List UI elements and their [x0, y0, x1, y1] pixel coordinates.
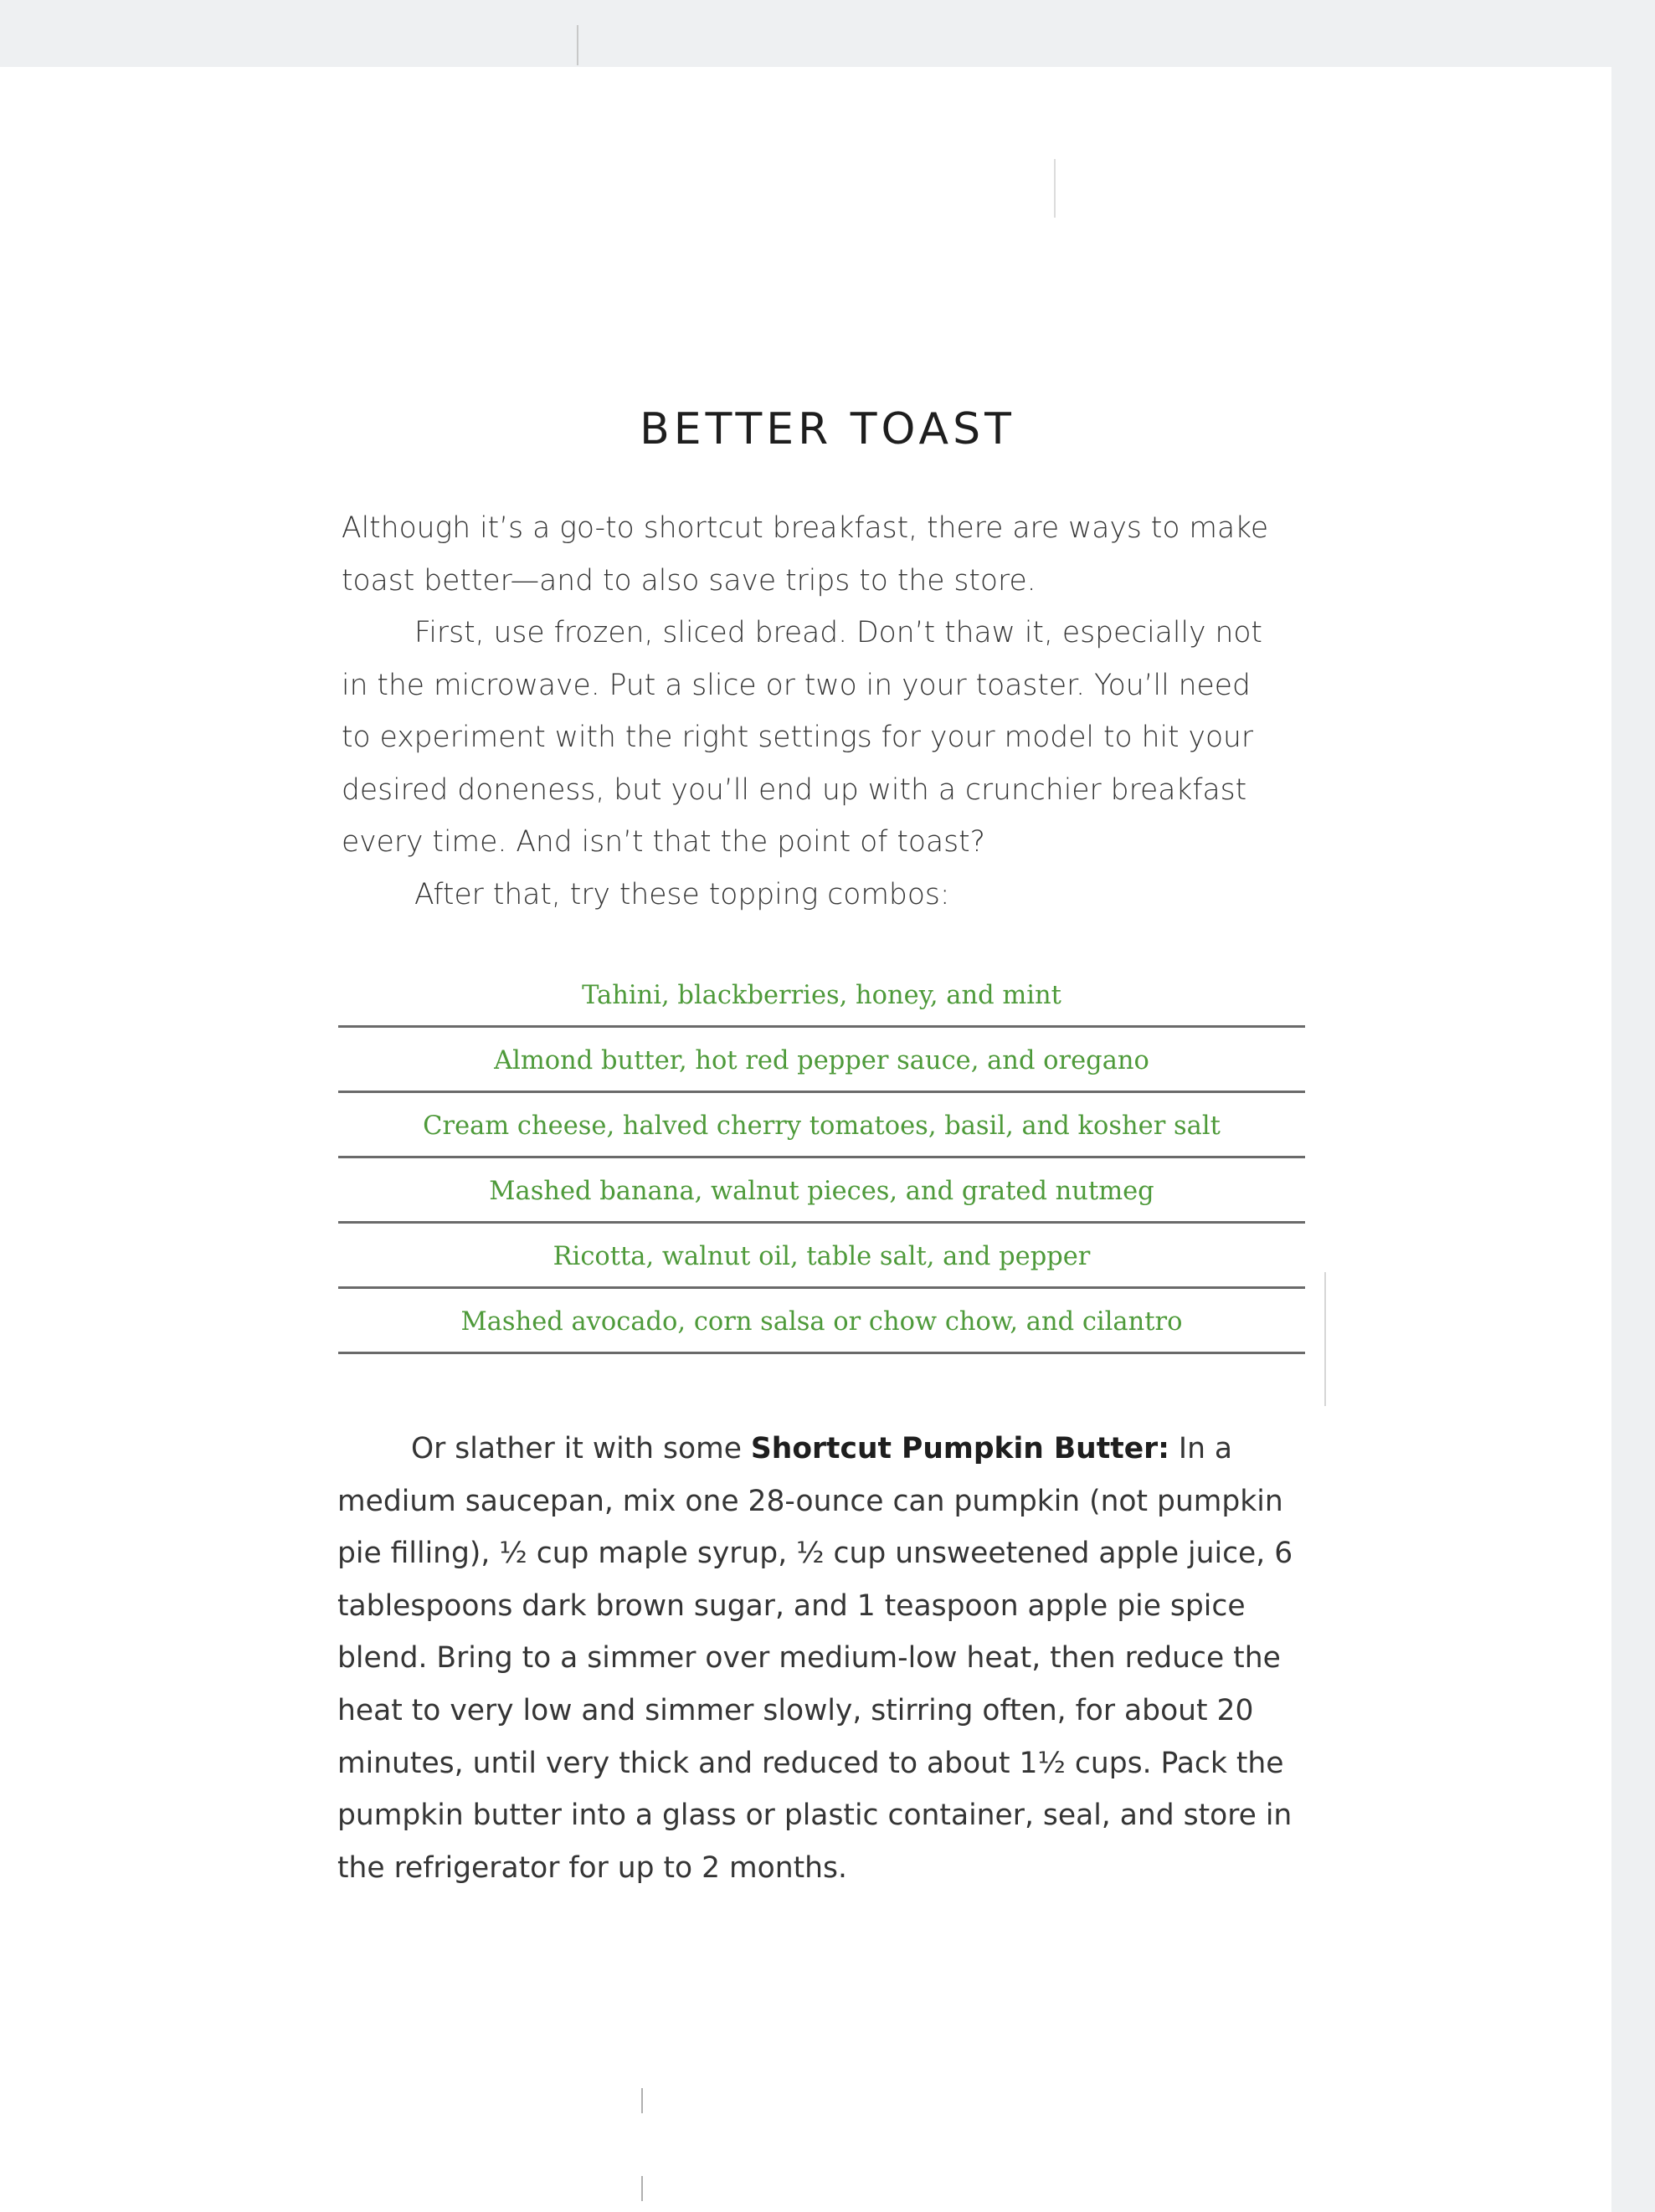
scan-mark	[1054, 159, 1056, 218]
list-item: Ricotta, walnut oil, table salt, and pepper	[338, 1224, 1305, 1289]
recipe-lead-in: Or slather it with some	[411, 1432, 751, 1465]
list-item: Almond butter, hot red pepper sauce, and oregano	[338, 1028, 1305, 1093]
list-item: Mashed banana, walnut pieces, and grated nutmeg	[338, 1158, 1305, 1224]
intro-paragraph: Although it’s a go-to shortcut breakfast, there are ways to make toast better—and to also save trips to the store.	[342, 511, 1269, 598]
scan-mark	[1324, 1272, 1326, 1406]
pumpkin-butter-recipe	[337, 1423, 1308, 1894]
recipe-body: In a medium saucepan, mix one 28-ounce can pumpkin (not pumpkin pie filling), ½ cup maple syrup, ½ cup unsweetened apple juice, 6 tablespoons dark brown sugar, and 1 teaspoon apple pie spice blend. Bring to a simmer over medium-low heat, then reduce the heat to very low and simmer slowly, stirring often, for about 20 minutes, until very thick and reduced to about 1½ cups. Pack the pumpkin butter into a glass or plastic container, seal, and store in the refrigerator for up to 2 months.	[337, 1432, 1293, 1885]
recipe-name: Shortcut Pumpkin Butter:	[750, 1432, 1169, 1465]
scan-mark	[577, 25, 578, 65]
scan-mark	[641, 2176, 643, 2201]
page-title: BETTER TOAST	[640, 404, 1015, 454]
intro-text	[342, 502, 1288, 921]
list-item: Cream cheese, halved cherry tomatoes, basil, and kosher salt	[338, 1093, 1305, 1158]
scan-mark	[641, 2088, 643, 2113]
topping-combos-list	[338, 962, 1305, 1354]
list-item: Mashed avocado, corn salsa or chow chow, and cilantro	[338, 1289, 1305, 1354]
list-item: Tahini, blackberries, honey, and mint	[338, 962, 1305, 1028]
intro-paragraph: First, use frozen, sliced bread. Don’t thaw it, especially not in the microwave. Put a slice or two in your toaster. You’ll need to experiment with the right settings for your model to hit your desired doneness, but you’ll end up with a crunchier breakfast every time. And isn’t that the point of toast?	[342, 616, 1262, 859]
intro-paragraph: After that, try these topping combos:	[414, 877, 950, 911]
recipe-paragraph	[337, 1423, 1308, 1894]
